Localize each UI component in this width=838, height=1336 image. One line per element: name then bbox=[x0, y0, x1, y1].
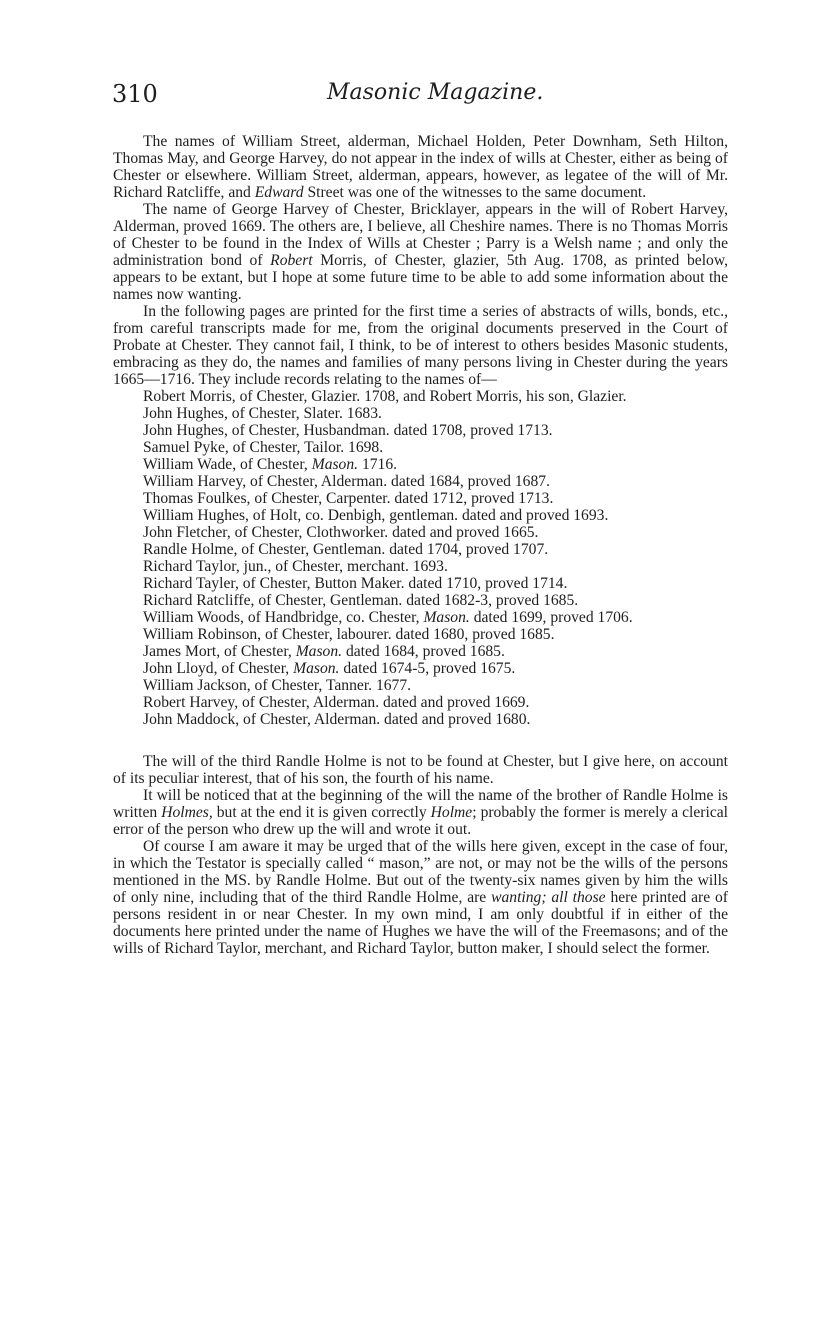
running-title: Masonic Magazine. bbox=[327, 80, 544, 105]
list-item: Samuel Pyke, of Chester, Tailor. 1698. bbox=[143, 439, 384, 456]
list-item: John Fletcher, of Chester, Clothworker. dated and proved 1665. bbox=[143, 524, 539, 541]
list-item: John Hughes, of Chester, Slater. 1683. bbox=[143, 405, 382, 422]
list-item: Randle Holme, of Chester, Gentleman. dated 1704, proved 1707. bbox=[143, 541, 549, 558]
list-item: William Woods, of Handbridge, co. Chester, Mason. dated 1699, proved 1706. bbox=[143, 609, 633, 626]
body-text bbox=[113, 133, 728, 957]
list-item: James Mort, of Chester, Mason. dated 1684, proved 1685. bbox=[143, 643, 505, 660]
list-item: Thomas Foulkes, of Chester, Carpenter. dated 1712, proved 1713. bbox=[143, 490, 554, 507]
paragraph: It will be noticed that at the beginning of the will the name of the brother of Randle Holme is written Holmes, but at the end it is given correctly Holme; probably the former is merely a clerical error of the person who drew up the will and wrote it out. bbox=[113, 787, 729, 838]
page-number: 310 bbox=[112, 80, 158, 108]
paragraph: The name of George Harvey of Chester, Bricklayer, appears in the will of Robert Harvey, Alderman, proved 1669. The others are, I believe, all Cheshire names. There is no Thomas Morris of Chester to be found in the Index of Wills at Chester ; Parry is a Welsh name ; and only the administration bond of Robert Morris, of Chester, glazier, 5th Aug. 1708, as printed below, appears to be extant, but I hope at some future time to be able to add some information about the names now wanting. bbox=[113, 201, 728, 303]
list-item: John Maddock, of Chester, Alderman. dated and proved 1680. bbox=[143, 711, 531, 728]
list-item: Richard Taylor, jun., of Chester, merchant. 1693. bbox=[143, 558, 448, 575]
records-list bbox=[113, 388, 728, 728]
list-item: John Lloyd, of Chester, Mason. dated 1674-5, proved 1675. bbox=[143, 660, 516, 677]
paragraph: Of course I am aware it may be urged that of the wills here given, except in the case of four, in which the Testator is specially called “ mason,” are not, or may not be the wills of the persons mentioned in the MS. by Randle Holme. But out of the twenty-six names given by him the wills of only nine, including that of the third Randle Holme, are wanting; all those here printed are of persons resident in or near Chester. In my own mind, I am only doubtful if in either of the documents here printed under the name of Hughes we have the will of the Freemasons; and of the wills of Richard Taylor, merchant, and Richard Taylor, button maker, I should select the former. bbox=[113, 838, 728, 957]
page-header bbox=[112, 80, 742, 114]
list-item: John Hughes, of Chester, Husbandman. dated 1708, proved 1713. bbox=[143, 422, 553, 439]
section-spacer bbox=[113, 728, 728, 753]
closing-paragraphs bbox=[113, 753, 728, 957]
list-item: William Jackson, of Chester, Tanner. 1677. bbox=[143, 677, 412, 694]
list-item: Robert Harvey, of Chester, Alderman. dated and proved 1669. bbox=[143, 694, 530, 711]
list-item: Richard Ratcliffe, of Chester, Gentleman. dated 1682-3, proved 1685. bbox=[143, 592, 579, 609]
list-item: William Harvey, of Chester, Alderman. dated 1684, proved 1687. bbox=[143, 473, 550, 490]
list-item: William Wade, of Chester, Mason. 1716. bbox=[143, 456, 398, 473]
intro-paragraphs bbox=[113, 133, 728, 388]
list-item: William Hughes, of Holt, co. Denbigh, gentleman. dated and proved 1693. bbox=[143, 507, 609, 524]
list-item: William Robinson, of Chester, labourer. dated 1680, proved 1685. bbox=[143, 626, 555, 643]
paragraph: The will of the third Randle Holme is not to be found at Chester, but I give here, on account of its peculiar interest, that of his son, the fourth of his name. bbox=[113, 753, 728, 787]
paragraph: The names of William Street, alderman, Michael Holden, Peter Downham, Seth Hilton, Thomas May, and George Harvey, do not appear in the index of wills at Chester, either as being of Chester or elsewhere. William Street, alderman, appears, however, as legatee of the will of Mr. Richard Ratcliffe, and Edward Street was one of the witnesses to the same document. bbox=[113, 133, 728, 201]
list-item: Richard Tayler, of Chester, Button Maker. dated 1710, proved 1714. bbox=[143, 575, 568, 592]
paragraph: In the following pages are printed for the first time a series of abstracts of wills, bonds, etc., from careful transcripts made for me, from the original documents preserved in the Court of Probate at Chester. They cannot fail, I think, to be of interest to others besides Masonic students, embracing as they do, the names and families of many persons living in Chester during the years 1665—1716. They include records relating to the names of— bbox=[113, 303, 728, 388]
list-item: Robert Morris, of Chester, Glazier. 1708, and Robert Morris, his son, Glazier. bbox=[143, 388, 627, 405]
